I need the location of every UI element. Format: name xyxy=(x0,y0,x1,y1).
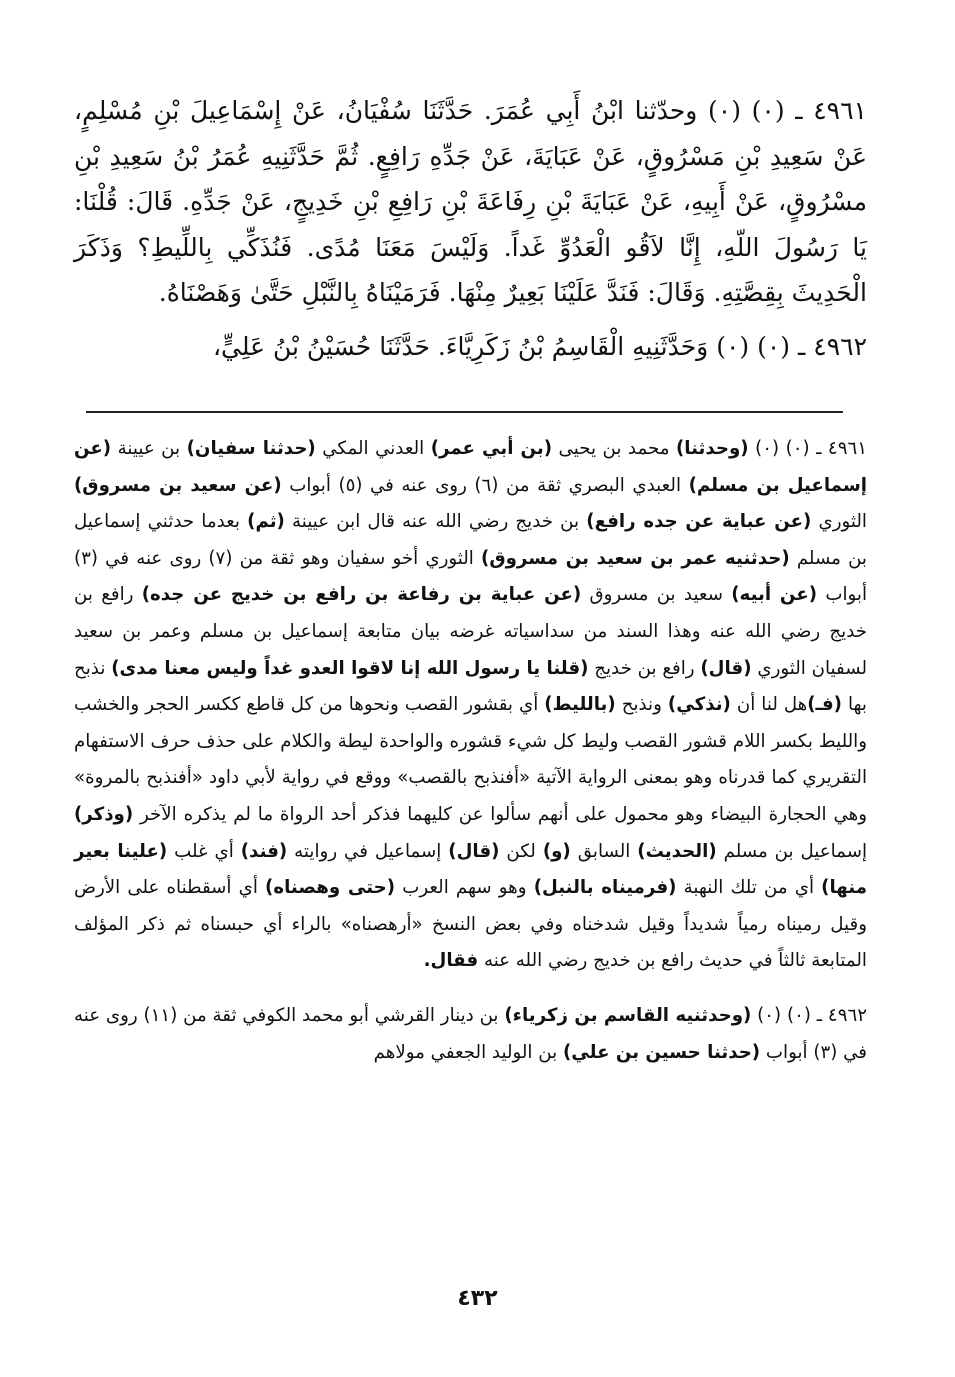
quoted-phrase: فقال. xyxy=(423,950,479,972)
commentary-text: لكن xyxy=(499,840,543,862)
hadith-text xyxy=(74,88,867,369)
commentary-text: ونذبح xyxy=(615,694,668,716)
quoted-phrase: (حدثنا سفيان) xyxy=(186,438,316,459)
commentary-text: السابق xyxy=(570,840,638,862)
commentary-text: بن الوليد الجعفي مولاهم xyxy=(373,1041,563,1063)
quoted-phrase: (فرميناه بالنبل) xyxy=(533,877,677,899)
commentary xyxy=(74,431,867,1071)
page-number: ٤٣٢ xyxy=(457,1286,498,1311)
commentary-text: ٤٩٦٢ ـ (٠) (٠) xyxy=(751,1004,867,1026)
commentary-text: نذبح بها xyxy=(74,657,867,716)
commentary-text: بن عيينة xyxy=(111,438,187,459)
commentary-text: ٤٩٦١ ـ (٠) (٠) xyxy=(748,438,867,459)
commentary-text: محمد بن يحيى xyxy=(552,438,676,459)
commentary-text: رافع بن خديج xyxy=(588,657,701,679)
commentary-text: إسماعيل في روايته xyxy=(287,840,449,862)
quoted-phrase: (الحديث) xyxy=(637,840,717,862)
commentary-text: العدني المكي xyxy=(315,438,431,459)
quoted-phrase: (عن أبيه) xyxy=(731,584,818,606)
commentary-text: أي من تلك النهبة xyxy=(676,877,822,899)
commentary-4962 xyxy=(74,998,867,1071)
quoted-phrase: (ثم) xyxy=(247,511,285,533)
hadith-4962: ٤٩٦٢ ـ (٠) (٠) وَحَدَّثَنِيهِ الْقَاسِمُ بْنُ زَكَرِيَّاءَ. حَدَّثَنَا حُسَيْنُ بْنُ عَلِيٍّ، xyxy=(212,331,867,361)
quoted-phrase: (حتى وهصناه) xyxy=(265,877,396,899)
commentary-text: سعيد بن مسروق xyxy=(581,584,732,606)
quoted-phrase: (عن عباية عن جده رافع) xyxy=(586,511,812,533)
commentary-text: إسماعيل بن مسلم xyxy=(716,840,867,862)
quoted-phrase: (علينا بعير منها) xyxy=(74,840,867,899)
quoted-phrase: (و) xyxy=(542,840,571,862)
quoted-phrase: (عن عباية بن رفاعة بن رافع بن خديج عن جده) xyxy=(141,584,582,606)
commentary-text: بن دينار القرشي أبو محمد الكوفي ثقة من (١١) روى عنه في (٣) أبواب xyxy=(74,1004,867,1063)
quoted-phrase: (فـ) xyxy=(807,694,842,716)
quoted-phrase: (نذكي) xyxy=(667,694,731,716)
commentary-text: العبدي البصري ثقة من (٦) روى عنه في (٥) أبواب xyxy=(281,474,689,496)
commentary-text: أي بقشور القصب ونحوها من كل قاطع ككسر الحجر والخشب والليط بكسر اللام قشور القصب وليط كل شيء قشوره والواحدة ليطة والكلام على حذف حرف الاستفهام التقريري كما قدرناه وهو بمعنى الرواية الآتية «أفنذبح بالقصب» ووقع في رواية لأبي داود «أفنذبح بالمروة» وهي الحجارة البيضاء وهو محمول على أنهم سألوا عن كليهما فذكر أحد الرواة ما لم يذكره الآخر xyxy=(74,694,867,825)
quoted-phrase: (قال) xyxy=(448,840,500,862)
quoted-phrase: (بالليط) xyxy=(544,694,616,716)
quoted-phrase: (وحدثنيه القاسم بن زكرياء) xyxy=(504,1004,752,1026)
quoted-phrase: (وحدثنا) xyxy=(675,438,749,459)
quoted-phrase: (فند) xyxy=(240,840,288,862)
commentary-text: بعدما حدثني إسماعيل بن مسلم xyxy=(74,511,867,569)
commentary-text: بن خديج رضي الله عنه قال ابن عيينة xyxy=(284,511,587,533)
quoted-phrase: (حدثنا حسين بن علي) xyxy=(562,1041,761,1063)
commentary-text: وهو سهم العرب xyxy=(395,877,534,899)
footnote-divider xyxy=(86,411,843,413)
quoted-phrase: (عن إسماعيل بن مسلم) xyxy=(74,438,867,496)
quoted-phrase: (وذكر) xyxy=(74,803,134,825)
quoted-phrase: (قلنا يا رسول الله إنا لاقوا العدو غداً وليس معنا مدى) xyxy=(111,657,589,679)
commentary-4961 xyxy=(74,431,867,980)
commentary-text: أي غلب xyxy=(167,840,241,862)
quoted-phrase: (قال) xyxy=(700,657,752,679)
commentary-text: أي أسقطناه على الأرض وقيل رميناه رمياً شديداً وقيل شدخناه وفي بعض النسخ «أرهصناه» بالراء أي حبسناه ثم ذكر المؤلف المتابعة ثالثاً في حديث رافع بن خديج رضي الله عنه xyxy=(74,877,867,972)
commentary-text: رافع بن خديج رضي الله عنه وهذا السند من سداسياته غرضه بيان متابعة إسماعيل بن مسلم وعمر بن سعيد لسفيان الثوري xyxy=(74,584,867,679)
commentary-text: الثوري xyxy=(811,511,867,533)
quoted-phrase: (بن أبي عمر) xyxy=(430,438,553,459)
quoted-phrase: (حدثنيه عمر بن سعيد بن مسروق) xyxy=(481,547,790,569)
quoted-phrase: (عن سعيد بن مسروق) xyxy=(74,474,282,496)
commentary-text: هل لنا أن xyxy=(730,694,808,716)
hadith-4961: ٤٩٦١ ـ (٠) (٠) وحدّثنا ابْنُ أَبِي عُمَرَ. حَدَّثَنَا سُفْيَانُ، عَنْ إِسْمَاعِيلَ بْنِ مُسْلِمٍ، عَنْ سَعِيدِ بْنِ مَسْرُوقٍ، عَنْ عَبَايَةَ، عَنْ جَدِّهِ رَافِعٍ. ثُمَّ حَدَّثَنِيهِ عُمَرُ بْنُ سَعِيدِ بْنِ مسْرُوقٍ، عَنْ أَبِيهِ، عَنْ عَبَايَةَ بْنِ رِفَاعَةَ بْنِ رَافِعِ بْنِ خَدِيجٍ، عَنْ جَدِّهِ. قَالَ: قُلْنَا: يَا رَسُولَ اللّهِ، إِنَّا لاَقُو الْعَدُوِّ غَداً. وَلَيْسَ مَعَنَا مُدًى. فَنُذَكِّي بِاللِّيطِ؟ وَذَكَرَ الْحَدِيثَ بِقِصَّتِهِ. وَقَالَ: فَنَدَّ عَلَيْنَا بَعِيرٌ مِنْهَا. فَرَمَيْنَاهُ بِالنَّبْلِ حَتَّىٰ وَهَصْنَاهُ. xyxy=(74,96,867,307)
commentary-text: الثوري أخو سفيان وهو ثقة من (٧) روى عنه في (٣) أبواب xyxy=(74,547,868,606)
